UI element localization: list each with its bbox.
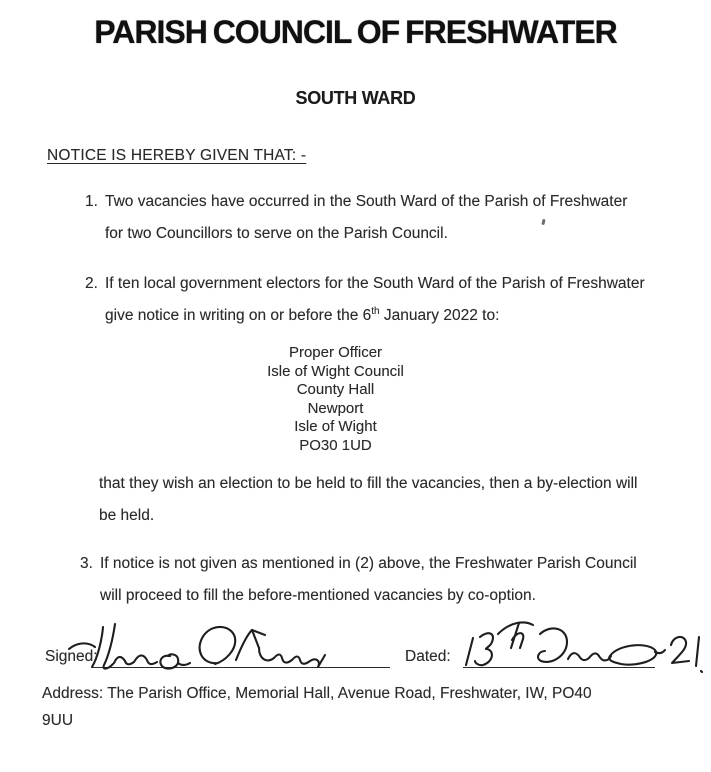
footer-address (42, 681, 592, 734)
item-2-line-2 (105, 300, 645, 332)
item-1-line-1: Two vacancies have occurred in the South Ward of the Parish of Freshwater (105, 193, 628, 210)
recipient-line-3: County Hall (296, 381, 375, 399)
item-2-number: 2. (85, 275, 98, 292)
item-3-line-2: will proceed to fill the before-mentioned vacancies by co-option. (100, 586, 536, 604)
recipient-line-2: Isle of Wight Council (267, 362, 404, 380)
continuation-line-1: that they wish an election to be held to fill the vacancies, then a by-election will (99, 475, 638, 492)
item-2-line-2-text: give notice in writing on or before the 6 (105, 306, 372, 324)
recipient-line-5: Isle of Wight (294, 418, 377, 436)
item-2-line-1: If ten local government electors for the South Ward of the Parish of Freshwater (105, 275, 645, 292)
item-3-line-1: If notice is not given as mentioned in (2) above, the Freshwater Parish Council (100, 555, 637, 572)
recipient-line-1: Proper Officer (288, 344, 383, 361)
continuation-line-2: be held. (99, 506, 155, 524)
recipient-line-6: PO30 1UD (299, 436, 372, 454)
item-1-number: 1. (85, 193, 98, 210)
item-1-line-2: for two Councillors to serve on the Parish Council. (105, 224, 448, 242)
footer-address-line-1: Address: The Parish Office, Memorial Hall, Avenue Road, Freshwater, IW, PO40 (42, 685, 592, 702)
page-title: PARISH COUNCIL OF FRESHWATER (94, 14, 617, 50)
footer-address-line-2: 9UU (42, 711, 74, 729)
item-2-line-2-tail: January 2022 to: (379, 306, 500, 324)
continuation-paragraph (99, 468, 638, 531)
notice-heading: NOTICE IS HEREBY GIVEN THAT: - (47, 147, 307, 164)
handwritten-signature (66, 620, 334, 672)
list-item-2 (85, 268, 645, 331)
dated-label: Dated: (405, 648, 451, 665)
list-item-1 (85, 186, 627, 249)
ward-subtitle: SOUTH WARD (295, 88, 416, 108)
item-3-number: 3. (80, 555, 93, 572)
list-item-3 (80, 548, 637, 611)
recipient-line-4: Newport (307, 399, 364, 417)
ordinal-superscript: th (371, 305, 380, 317)
handwritten-date (456, 618, 706, 676)
recipient-address-block (0, 344, 671, 456)
signed-label: Signed: (45, 648, 98, 665)
